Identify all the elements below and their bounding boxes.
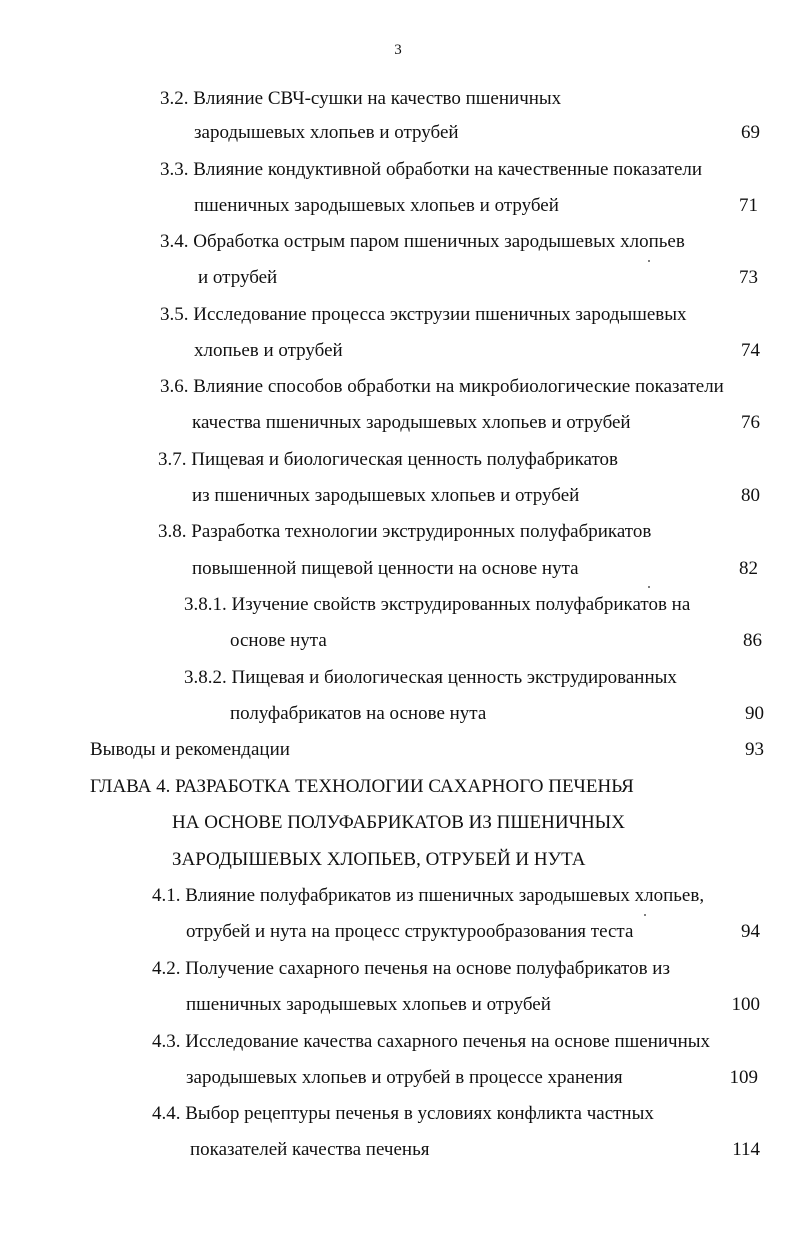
toc-entry-3-8-2-page: 90 (745, 703, 764, 724)
toc-entry-3-3-title-cont: пшеничных зародышевых хлопьев и отрубей (194, 195, 559, 216)
toc-entry-4-4-title-cont: показателей качества печенья (190, 1139, 430, 1160)
toc-entry-3-4-page: 73 (739, 267, 758, 288)
toc-entry-3-2-title: 3.2. Влияние СВЧ-сушки на качество пшеничных (160, 88, 562, 109)
scan-speck (648, 260, 650, 262)
toc-entry-3-6-page: 76 (741, 412, 760, 433)
chapter-4-heading-line3: ЗАРОДЫШЕВЫХ ХЛОПЬЕВ, ОТРУБЕЙ И НУТА (172, 849, 586, 870)
toc-entry-3-8-1-title-cont: основе нута (230, 630, 327, 651)
toc-entry-3-8-1-title: 3.8.1. Изучение свойств экструдированных полуфабрикатов на (184, 594, 691, 615)
chapter-4-heading-line2: НА ОСНОВЕ ПОЛУФАБРИКАТОВ ИЗ ПШЕНИЧНЫХ (172, 812, 625, 833)
page-number: 3 (394, 42, 402, 58)
toc-entry-4-4-page: 114 (732, 1139, 760, 1160)
toc-entry-3-8-1-page: 86 (743, 630, 762, 651)
toc-entry-3-2-page: 69 (741, 122, 760, 143)
toc-entry-3-4-title-cont: и отрубей (198, 267, 278, 288)
toc-entry-3-4-title: 3.4. Обработка острым паром пшеничных зародышевых хлопьев (160, 231, 685, 252)
toc-entry-4-1-title-cont: отрубей и нута на процесс структурообразования теста (186, 921, 634, 942)
toc-entry-4-4-title: 4.4. Выбор рецептуры печенья в условиях конфликта частных (152, 1103, 654, 1124)
toc-conclusions-page: 93 (745, 739, 764, 760)
toc-entry-3-8-2-title: 3.8.2. Пищевая и биологическая ценность экструдированных (184, 667, 677, 688)
toc-entry-4-2-title-cont: пшеничных зародышевых хлопьев и отрубей (186, 994, 551, 1015)
toc-entry-3-8-title-cont: повышенной пищевой ценности на основе нута (192, 558, 579, 579)
toc-entry-4-1-title: 4.1. Влияние полуфабрикатов из пшеничных зародышевых хлопьев, (152, 885, 705, 906)
toc-entry-4-3-page: 109 (729, 1067, 758, 1088)
toc-entry-3-8-title: 3.8. Разработка технологии экструдиронных полуфабрикатов (158, 521, 652, 542)
toc-entry-3-6-title: 3.6. Влияние способов обработки на микробиологические показатели (160, 376, 724, 397)
toc-entry-3-7-title: 3.7. Пищевая и биологическая ценность полуфабрикатов (158, 449, 619, 470)
toc-entry-3-5-title-cont: хлопьев и отрубей (194, 340, 343, 361)
toc-entry-3-7-page: 80 (741, 485, 760, 506)
toc-entry-3-8-2-title-cont: полуфабрикатов на основе нута (230, 703, 487, 724)
toc-entry-3-6-title-cont: качества пшеничных зародышевых хлопьев и отрубей (192, 412, 631, 433)
toc-conclusions-title: Выводы и рекомендации (90, 739, 290, 760)
toc-entry-3-2-title-cont: зародышевых хлопьев и отрубей (194, 122, 459, 143)
scan-speck (648, 586, 650, 588)
toc-entry-3-3-title: 3.3. Влияние кондуктивной обработки на качественные показатели (160, 159, 703, 180)
toc-entry-4-3-title: 4.3. Исследование качества сахарного печенья на основе пшеничных (152, 1031, 711, 1052)
toc-entry-3-8-page: 82 (739, 558, 758, 579)
toc-entry-3-5-page: 74 (741, 340, 760, 361)
scan-speck (644, 914, 646, 916)
chapter-4-heading: ГЛАВА 4. РАЗРАБОТКА ТЕХНОЛОГИИ САХАРНОГО ПЕЧЕНЬЯ (90, 776, 634, 797)
toc-entry-4-2-page: 100 (731, 994, 760, 1015)
toc-entry-3-7-title-cont: из пшеничных зародышевых хлопьев и отрубей (192, 485, 580, 506)
toc-entry-4-1-page: 94 (741, 921, 760, 942)
toc-entry-4-3-title-cont: зародышевых хлопьев и отрубей в процессе хранения (186, 1067, 623, 1088)
toc-entry-3-5-title: 3.5. Исследование процесса экструзии пшеничных зародышевых (160, 304, 687, 325)
toc-entry-4-2-title: 4.2. Получение сахарного печенья на основе полуфабрикатов из (152, 958, 670, 979)
toc-entry-3-3-page: 71 (739, 195, 758, 216)
